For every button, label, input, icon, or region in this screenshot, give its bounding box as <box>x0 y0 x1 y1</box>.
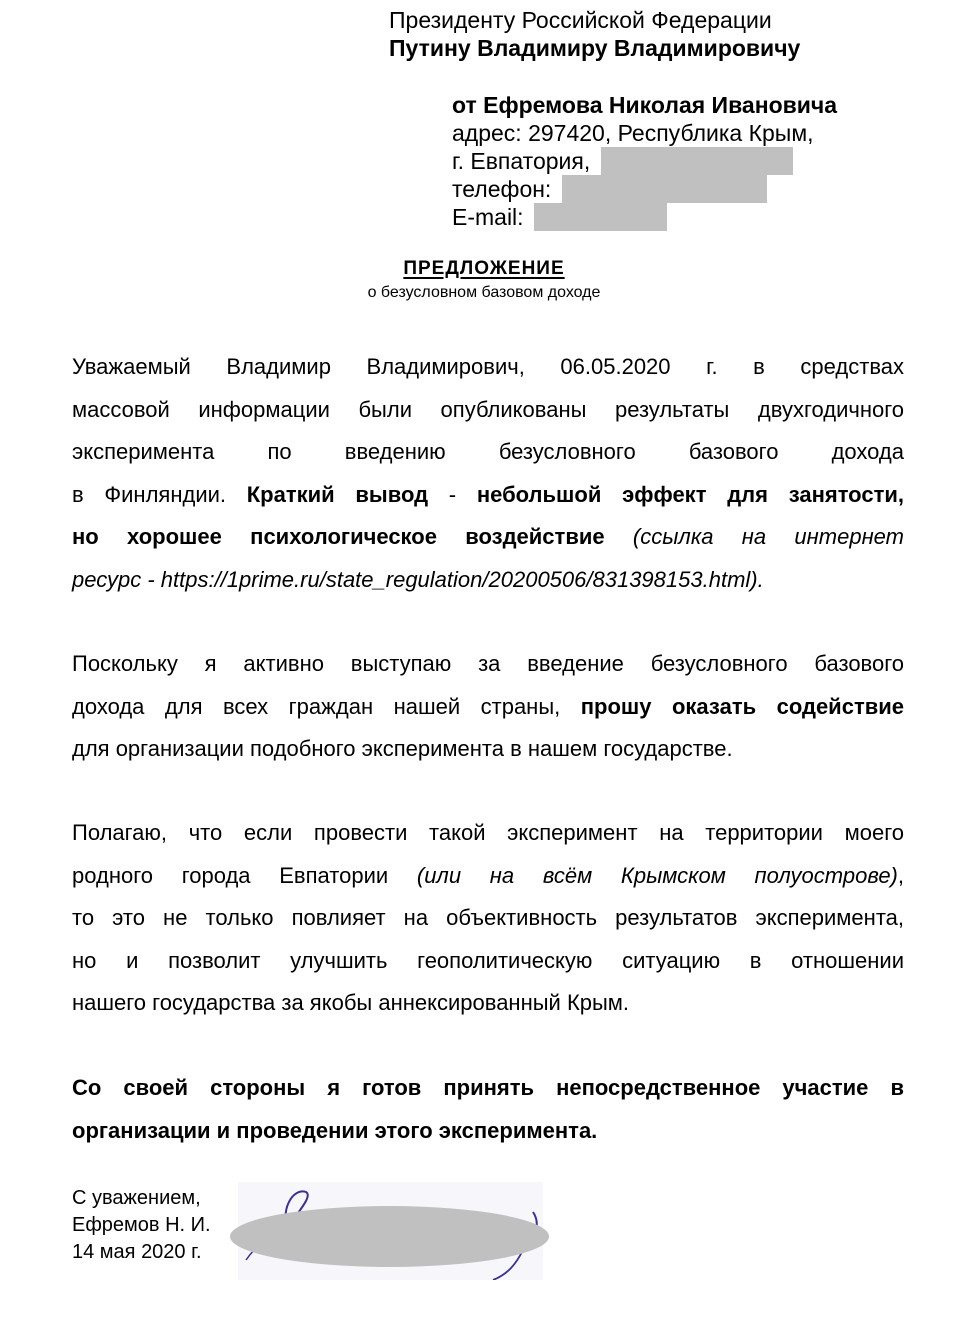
paragraph-line <box>72 686 904 729</box>
sender-address-line2 <box>452 147 793 175</box>
closing-regards: С уважением, <box>72 1187 201 1209</box>
sender-email <box>452 203 667 231</box>
recipient-title: Президенту Российской Федерации <box>389 7 772 33</box>
text-run: дохода для всех граждан нашей страны, <box>72 693 581 719</box>
signature-redaction <box>230 1206 549 1267</box>
summary-text: небольшой эффект для занятости, <box>476 481 904 507</box>
paragraph-1 <box>72 346 904 602</box>
source-reference: (ссылка на интернет <box>604 524 904 550</box>
text-run: родного города Евпатории <box>72 862 417 888</box>
closing-date: 14 мая 2020 г. <box>72 1241 202 1263</box>
paragraph-line: нашего государства за якобы аннексированный Крым. <box>72 990 630 1016</box>
paragraph-line: для организации подобного эксперимента в нашем государстве. <box>72 736 733 762</box>
paragraph-line: Со своей стороны я готов принять непосредственное участие в <box>72 1075 904 1100</box>
recipient-name: Путину Владимиру Владимировичу <box>389 35 801 61</box>
paragraph-3 <box>72 812 904 1025</box>
paragraph-2 <box>72 643 904 771</box>
city-label: г. Евпатория, <box>452 148 591 174</box>
address-redaction <box>601 147 793 175</box>
paragraph-line: Поскольку я активно выступаю за введение безусловного базового <box>72 651 904 676</box>
aside-text: (или на всём Крымском полуострове) <box>416 862 898 888</box>
paragraph-line <box>72 855 904 898</box>
paragraph-4 <box>72 1067 904 1152</box>
paragraph-line: Уважаемый Владимир Владимирович, 06.05.2020 г. в средствах <box>72 354 904 379</box>
document-title <box>0 258 968 280</box>
paragraph-line: организации и проведении этого эксперимента. <box>72 1117 598 1143</box>
paragraph-line <box>72 474 904 517</box>
text-run: , <box>897 862 905 888</box>
document-title-text: ПРЕДЛОЖЕНИЕ <box>403 258 565 279</box>
request-text: прошу оказать содействие <box>580 693 905 719</box>
paragraph-line: но и позволит улучшить геополитическую ситуацию в отношении <box>72 947 904 973</box>
closing-block <box>72 1185 211 1266</box>
sender-name: от Ефремова Николая Ивановича <box>452 92 838 118</box>
sender-address-line1: адрес: 297420, Республика Крым, <box>452 120 814 146</box>
summary-label: Краткий вывод <box>246 481 429 507</box>
text-run: в Финляндии. <box>72 481 247 507</box>
email-redaction <box>534 203 667 231</box>
text-run: - <box>428 481 477 507</box>
summary-text: но хорошее психологическое воздействие <box>72 524 605 550</box>
paragraph-line: Полагаю, что если провести такой эксперимент на территории моего <box>72 820 904 845</box>
paragraph-line: эксперимента по введению безусловного базового дохода <box>72 439 904 465</box>
paragraph-line <box>72 516 904 559</box>
paragraph-line: то это не только повлияет на объективность результатов эксперимента, <box>72 905 904 931</box>
email-label: E-mail: <box>452 204 524 230</box>
sender-phone <box>452 175 767 203</box>
document-subtitle: о безусловном базовом доходе <box>367 284 601 301</box>
source-link[interactable]: ресурс - https://1prime.ru/state_regulation/20200506/831398153.html). <box>72 566 764 592</box>
closing-name: Ефремов Н. И. <box>72 1214 211 1236</box>
phone-label: телефон: <box>452 176 552 202</box>
paragraph-line: массовой информации были опубликованы результаты двухгодичного <box>72 396 904 422</box>
phone-redaction <box>562 175 767 203</box>
